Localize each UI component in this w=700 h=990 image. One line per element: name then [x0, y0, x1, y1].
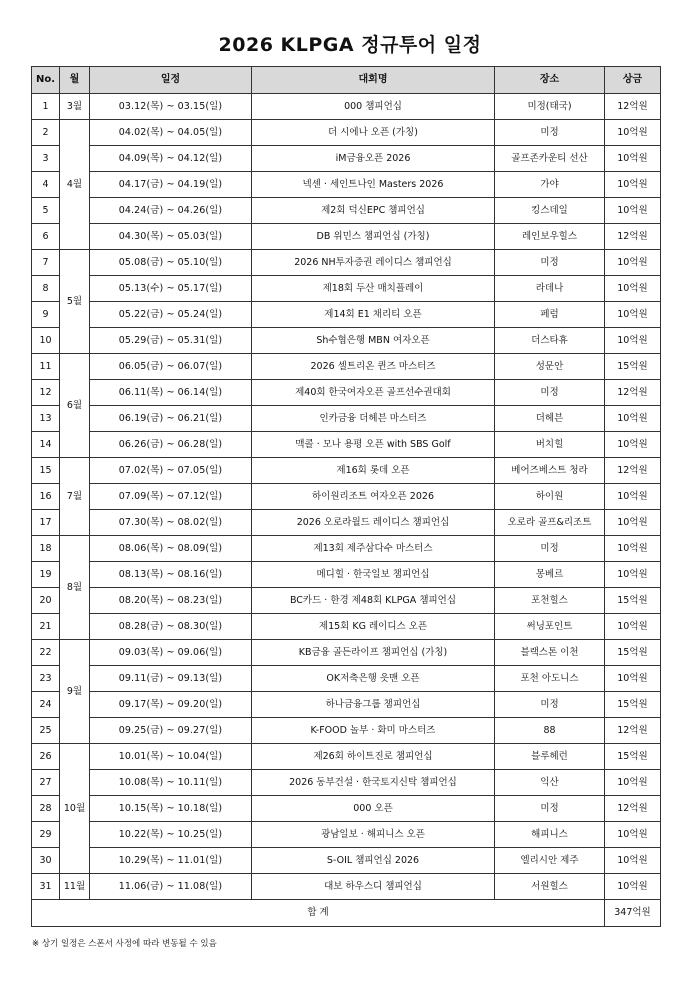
- row-event: iM금융오픈 2026: [252, 146, 495, 172]
- row-prize: 10억원: [605, 250, 661, 276]
- row-event: 제14회 E1 채리티 오픈: [252, 302, 495, 328]
- row-venue: 미정: [495, 692, 605, 718]
- row-venue: 미정(태국): [495, 94, 605, 120]
- table-row: [32, 692, 661, 718]
- table-row: [32, 874, 661, 900]
- row-no: 20: [32, 588, 60, 614]
- header-date: 일정: [90, 67, 252, 94]
- row-venue: 라데나: [495, 276, 605, 302]
- table-row: [32, 380, 661, 406]
- table-row: [32, 484, 661, 510]
- row-date: 03.12(목) ~ 03.15(일): [90, 94, 252, 120]
- header-event: 대회명: [252, 67, 495, 94]
- row-event: 2026 동부건설 · 한국토지신탁 챔피언십: [252, 770, 495, 796]
- row-date: 05.13(수) ~ 05.17(일): [90, 276, 252, 302]
- row-venue: 블랙스톤 이천: [495, 640, 605, 666]
- row-venue: 미정: [495, 120, 605, 146]
- table-row: [32, 406, 661, 432]
- row-prize: 15억원: [605, 692, 661, 718]
- row-venue: 88: [495, 718, 605, 744]
- row-venue: 포천힐스: [495, 588, 605, 614]
- table-row: [32, 536, 661, 562]
- row-event: 제18회 두산 매치플레이: [252, 276, 495, 302]
- schedule-body: [32, 94, 661, 900]
- table-row: [32, 640, 661, 666]
- row-date: 11.06(금) ~ 11.08(일): [90, 874, 252, 900]
- row-month: 10월: [60, 744, 90, 874]
- row-no: 11: [32, 354, 60, 380]
- row-date: 07.30(목) ~ 08.02(일): [90, 510, 252, 536]
- row-no: 5: [32, 198, 60, 224]
- row-no: 2: [32, 120, 60, 146]
- row-venue: 하이원: [495, 484, 605, 510]
- row-event: Sh수협은행 MBN 여자오픈: [252, 328, 495, 354]
- row-prize: 10억원: [605, 302, 661, 328]
- row-date: 04.30(목) ~ 05.03(일): [90, 224, 252, 250]
- row-date: 10.29(목) ~ 11.01(일): [90, 848, 252, 874]
- row-event: 제15회 KG 레이디스 오픈: [252, 614, 495, 640]
- row-no: 16: [32, 484, 60, 510]
- row-date: 04.02(목) ~ 04.05(일): [90, 120, 252, 146]
- row-event: 맥콜 · 모나 용평 오픈 with SBS Golf: [252, 432, 495, 458]
- row-venue: 미정: [495, 536, 605, 562]
- row-venue: 더스타휴: [495, 328, 605, 354]
- row-date: 09.25(금) ~ 09.27(일): [90, 718, 252, 744]
- row-date: 05.22(금) ~ 05.24(일): [90, 302, 252, 328]
- row-venue: 엘리시안 제주: [495, 848, 605, 874]
- row-date: 06.26(금) ~ 06.28(일): [90, 432, 252, 458]
- row-event: 대보 하우스디 챔피언십: [252, 874, 495, 900]
- row-prize: 10억원: [605, 276, 661, 302]
- row-no: 19: [32, 562, 60, 588]
- row-no: 31: [32, 874, 60, 900]
- row-month: 9월: [60, 640, 90, 744]
- row-event: 000 오픈: [252, 796, 495, 822]
- footnote: ※ 상기 일정은 스폰서 사정에 따라 변동될 수 있음: [32, 939, 217, 949]
- row-event: 2026 셀트리온 퀸즈 마스터즈: [252, 354, 495, 380]
- row-date: 09.17(목) ~ 09.20(일): [90, 692, 252, 718]
- row-event: 제2회 덕신EPC 챔피언십: [252, 198, 495, 224]
- table-row: [32, 432, 661, 458]
- row-prize: 15억원: [605, 744, 661, 770]
- table-row: [32, 796, 661, 822]
- row-no: 8: [32, 276, 60, 302]
- table-row: [32, 588, 661, 614]
- row-venue: 성문안: [495, 354, 605, 380]
- row-prize: 15억원: [605, 640, 661, 666]
- row-no: 22: [32, 640, 60, 666]
- row-date: 08.20(목) ~ 08.23(일): [90, 588, 252, 614]
- total-label: 합 계: [32, 900, 605, 927]
- row-no: 27: [32, 770, 60, 796]
- row-prize: 10억원: [605, 822, 661, 848]
- row-prize: 10억원: [605, 406, 661, 432]
- row-venue: 골프존카운티 선산: [495, 146, 605, 172]
- row-event: BC카드 · 한경 제48회 KLPGA 챔피언십: [252, 588, 495, 614]
- row-prize: 10억원: [605, 614, 661, 640]
- row-event: 000 챔피언십: [252, 94, 495, 120]
- row-prize: 12억원: [605, 458, 661, 484]
- row-event: 제40회 한국여자오픈 골프선수권대회: [252, 380, 495, 406]
- row-date: 05.08(금) ~ 05.10(일): [90, 250, 252, 276]
- row-venue: 가야: [495, 172, 605, 198]
- row-month: 4월: [60, 120, 90, 250]
- row-no: 1: [32, 94, 60, 120]
- row-prize: 12억원: [605, 380, 661, 406]
- row-month: 7월: [60, 458, 90, 536]
- row-prize: 10억원: [605, 874, 661, 900]
- row-date: 05.29(금) ~ 05.31(일): [90, 328, 252, 354]
- row-date: 09.03(목) ~ 09.06(일): [90, 640, 252, 666]
- row-prize: 10억원: [605, 484, 661, 510]
- row-no: 21: [32, 614, 60, 640]
- row-date: 10.08(목) ~ 10.11(일): [90, 770, 252, 796]
- row-venue: 블루헤런: [495, 744, 605, 770]
- row-venue: 버치힐: [495, 432, 605, 458]
- row-date: 06.05(금) ~ 06.07(일): [90, 354, 252, 380]
- table-row: [32, 744, 661, 770]
- row-prize: 12억원: [605, 224, 661, 250]
- table-row: [32, 354, 661, 380]
- row-venue: 레인보우힐스: [495, 224, 605, 250]
- table-row: [32, 94, 661, 120]
- row-venue: 더헤븐: [495, 406, 605, 432]
- table-row: [32, 302, 661, 328]
- row-prize: 15억원: [605, 354, 661, 380]
- header-month: 월: [60, 67, 90, 94]
- row-prize: 10억원: [605, 510, 661, 536]
- row-prize: 12억원: [605, 718, 661, 744]
- row-event: 더 시에나 오픈 (가칭): [252, 120, 495, 146]
- row-no: 14: [32, 432, 60, 458]
- row-no: 15: [32, 458, 60, 484]
- row-event: 제13회 제주삼다수 마스터스: [252, 536, 495, 562]
- table-row: [32, 250, 661, 276]
- table-row: [32, 458, 661, 484]
- row-prize: 10억원: [605, 328, 661, 354]
- row-date: 08.28(금) ~ 08.30(일): [90, 614, 252, 640]
- row-event: OK저축은행 읏맨 오픈: [252, 666, 495, 692]
- schedule-table: [31, 66, 661, 927]
- row-no: 4: [32, 172, 60, 198]
- row-event: 하나금융그룹 챔피언십: [252, 692, 495, 718]
- table-row: [32, 276, 661, 302]
- row-event: 제26회 하이트진로 챔피언십: [252, 744, 495, 770]
- row-date: 09.11(금) ~ 09.13(일): [90, 666, 252, 692]
- row-date: 04.24(금) ~ 04.26(일): [90, 198, 252, 224]
- row-date: 07.02(목) ~ 07.05(일): [90, 458, 252, 484]
- row-event: S-OIL 챔피언십 2026: [252, 848, 495, 874]
- total-row: [32, 900, 661, 927]
- row-venue: 써닝포인트: [495, 614, 605, 640]
- row-event: 2026 NH투자증권 레이디스 챔피언십: [252, 250, 495, 276]
- row-venue: 포천 아도니스: [495, 666, 605, 692]
- row-no: 28: [32, 796, 60, 822]
- row-date: 10.15(목) ~ 10.18(일): [90, 796, 252, 822]
- row-no: 26: [32, 744, 60, 770]
- table-row: [32, 848, 661, 874]
- row-date: 10.22(목) ~ 10.25(일): [90, 822, 252, 848]
- row-month: 11월: [60, 874, 90, 900]
- row-date: 04.09(목) ~ 04.12(일): [90, 146, 252, 172]
- row-month: 3월: [60, 94, 90, 120]
- row-no: 29: [32, 822, 60, 848]
- row-no: 24: [32, 692, 60, 718]
- row-prize: 10억원: [605, 848, 661, 874]
- header-prize: 상금: [605, 67, 661, 94]
- table-row: [32, 198, 661, 224]
- row-prize: 10억원: [605, 172, 661, 198]
- row-date: 10.01(목) ~ 10.04(일): [90, 744, 252, 770]
- row-event: 하이원리조트 여자오픈 2026: [252, 484, 495, 510]
- row-no: 17: [32, 510, 60, 536]
- row-no: 9: [32, 302, 60, 328]
- row-event: KB금융 골든라이프 챔피언십 (가칭): [252, 640, 495, 666]
- row-prize: 10억원: [605, 562, 661, 588]
- row-date: 06.11(목) ~ 06.14(일): [90, 380, 252, 406]
- row-event: DB 위민스 챔피언십 (가칭): [252, 224, 495, 250]
- table-row: [32, 146, 661, 172]
- row-date: 07.09(목) ~ 07.12(일): [90, 484, 252, 510]
- header-venue: 장소: [495, 67, 605, 94]
- table-row: [32, 328, 661, 354]
- row-date: 08.06(목) ~ 08.09(일): [90, 536, 252, 562]
- row-no: 13: [32, 406, 60, 432]
- row-venue: 익산: [495, 770, 605, 796]
- table-header-row: [32, 67, 661, 94]
- row-month: 5월: [60, 250, 90, 354]
- row-prize: 15억원: [605, 588, 661, 614]
- row-prize: 10억원: [605, 666, 661, 692]
- row-date: 06.19(금) ~ 06.21(일): [90, 406, 252, 432]
- row-no: 7: [32, 250, 60, 276]
- table-row: [32, 172, 661, 198]
- table-row: [32, 562, 661, 588]
- table-row: [32, 666, 661, 692]
- table-row: [32, 224, 661, 250]
- row-prize: 10억원: [605, 120, 661, 146]
- row-event: K-FOOD 놀부 · 화미 마스터즈: [252, 718, 495, 744]
- row-venue: 서원힐스: [495, 874, 605, 900]
- header-no: No.: [32, 67, 60, 94]
- row-prize: 10억원: [605, 198, 661, 224]
- row-event: 2026 오로라월드 레이디스 챔피언십: [252, 510, 495, 536]
- row-venue: 킹스데일: [495, 198, 605, 224]
- page-title: 2026 KLPGA 정규투어 일정: [218, 34, 482, 56]
- row-venue: 미정: [495, 250, 605, 276]
- table-row: [32, 614, 661, 640]
- row-prize: 12억원: [605, 796, 661, 822]
- row-date: 04.17(금) ~ 04.19(일): [90, 172, 252, 198]
- row-prize: 10억원: [605, 770, 661, 796]
- row-venue: 해피니스: [495, 822, 605, 848]
- table-row: [32, 822, 661, 848]
- table-row: [32, 510, 661, 536]
- row-no: 30: [32, 848, 60, 874]
- table-row: [32, 770, 661, 796]
- row-venue: 미정: [495, 380, 605, 406]
- row-date: 08.13(목) ~ 08.16(일): [90, 562, 252, 588]
- row-prize: 10억원: [605, 432, 661, 458]
- row-event: 메디힐 · 한국일보 챔피언십: [252, 562, 495, 588]
- row-venue: 미정: [495, 796, 605, 822]
- row-month: 6월: [60, 354, 90, 458]
- row-prize: 12억원: [605, 94, 661, 120]
- row-venue: 페럼: [495, 302, 605, 328]
- row-no: 10: [32, 328, 60, 354]
- row-month: 8월: [60, 536, 90, 640]
- row-event: 넥센 · 세인트나인 Masters 2026: [252, 172, 495, 198]
- row-event: 제16회 롯데 오픈: [252, 458, 495, 484]
- row-venue: 몽베르: [495, 562, 605, 588]
- total-prize: 347억원: [605, 900, 661, 927]
- row-event: 인카금융 더헤븐 마스터즈: [252, 406, 495, 432]
- row-no: 18: [32, 536, 60, 562]
- row-venue: 오로라 골프&리조트: [495, 510, 605, 536]
- row-no: 25: [32, 718, 60, 744]
- row-prize: 10억원: [605, 146, 661, 172]
- row-no: 23: [32, 666, 60, 692]
- row-no: 6: [32, 224, 60, 250]
- row-venue: 베어즈베스트 청라: [495, 458, 605, 484]
- row-event: 광남일보 · 해피니스 오픈: [252, 822, 495, 848]
- row-no: 3: [32, 146, 60, 172]
- table-row: [32, 718, 661, 744]
- row-prize: 10억원: [605, 536, 661, 562]
- row-no: 12: [32, 380, 60, 406]
- table-row: [32, 120, 661, 146]
